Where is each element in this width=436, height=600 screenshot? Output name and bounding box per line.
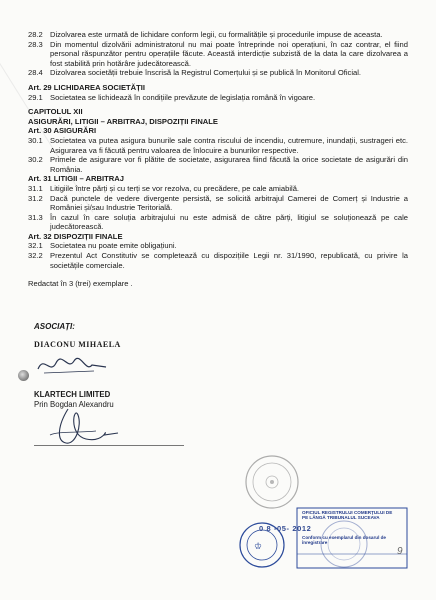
art32-items	[28, 241, 408, 270]
punch-hole	[18, 370, 29, 381]
clause-number: 31.3	[28, 212, 43, 222]
chapter-title: CAPITOLUL XII	[28, 107, 83, 117]
art29-title: Art. 29 LICHIDAREA SOCIETĂȚII	[28, 82, 146, 92]
associate-name-1: DIACONU MIHAELA	[34, 340, 121, 349]
clause-item	[28, 213, 408, 232]
chapter-subtitle: ASIGURĂRI, LITIGII – ARBITRAJ, DISPOZIȚII FINALE	[28, 116, 218, 126]
clause-number: 31.2	[28, 193, 43, 203]
document-body	[28, 30, 408, 289]
clause-number: 30.2	[28, 155, 43, 165]
associates-heading: ASOCIAȚI:	[34, 322, 75, 331]
art29-items	[28, 93, 408, 103]
stamp-date: 0 8 -05- 2012	[259, 524, 312, 533]
clause-text: În cazul în care soluția arbitrajului nu este admisă de către părți, litigiul se soluționează pe cale judecătorească.	[50, 212, 408, 232]
clause-number: 32.1	[28, 241, 43, 251]
art30-title: Art. 30 ASIGURĂRI	[28, 126, 97, 136]
art30-items	[28, 136, 408, 174]
art31-title: Art. 31 LITIGII – ARBITRAJ	[28, 174, 124, 184]
signature-2	[38, 405, 128, 450]
clause-item	[28, 194, 408, 213]
clause-number: 31.1	[28, 183, 43, 193]
clause-text: Dizolvarea societății trebuie înscrisă la Registrul Comerțului și se publică în Monitorul Oficial.	[50, 68, 362, 78]
clause-number: 28.2	[28, 30, 43, 39]
items-top	[28, 30, 408, 78]
clause-text: Societatea se lichidează în condițiile prevăzute de legislația română în vigoare.	[50, 92, 316, 102]
clause-text: Prezentul Act Constitutiv se completează cu dispozițiile Legii nr. 31/1990, republicată, cu privire la societățile comerciale.	[50, 251, 408, 270]
clause-text: Societatea nu poate emite obligațiuni.	[50, 241, 177, 251]
clause-item	[28, 251, 408, 270]
signature-1	[34, 349, 124, 379]
clause-item	[28, 184, 408, 194]
clause-item	[28, 155, 408, 174]
art31-items	[28, 184, 408, 232]
clause-item	[28, 241, 408, 251]
clause-item	[28, 30, 408, 40]
svg-text:♔: ♔	[254, 542, 263, 552]
clause-number: 32.2	[28, 251, 43, 261]
clause-number: 29.1	[28, 92, 43, 102]
clause-text: Litigiile între părți și cu terți se vor rezolva, cu precădere, pe cale amiabilă.	[50, 183, 300, 193]
clause-item	[28, 93, 408, 103]
clause-item	[28, 136, 408, 155]
closing-text: Redactat în 3 (trei) exemplare .	[28, 279, 133, 289]
art32-title: Art. 32 DISPOZIȚII FINALE	[28, 231, 123, 241]
stamp-office-text: OFICIUL REGISTRULUI COMERȚULUI DE PE LÂNGĂ TRIBUNALUL SUCEAVA Conform cu exemplarul din dosarul de înregistrare	[302, 510, 393, 545]
clause-item	[28, 40, 408, 69]
associate-representative: Prin Bogdan Alexandru	[34, 400, 114, 409]
clause-number: 28.3	[28, 39, 43, 49]
clause-text: Dizolvarea este urmată de lichidare conform legii, cu formalitățile și procedurile impuse de aceasta.	[50, 30, 383, 39]
clause-text: Societatea va putea asigura bunurile sale contra riscului de incendiu, cutremure, inundații, sustrageri etc. Asigurarea va fi făcută pentru valoarea de înlocuire a bunurilor respective.	[50, 135, 408, 155]
signature-line	[34, 445, 184, 446]
associate-company: KLARTECH LIMITED	[34, 390, 111, 399]
clause-number: 28.4	[28, 68, 43, 78]
clause-text: Dacă punctele de vedere divergente persistă, se solicită arbitrajul Camerei de Comerț și Industrie a României și/sau Industrie Teritorială.	[50, 193, 408, 213]
clause-text: Primele de asigurare vor fi plătite de societate, asigurarea fiind făcută la orice societate de asigurări din România.	[50, 155, 408, 174]
clause-text: Din momentul dizolvării administratorul nu mai poate întreprinde noi operațiuni, în caz contrar, el fiind personal răspunzător pentru operațiile făcute. Această interdicție subzistă de la data la care dizolvarea a fost stabilită prin hotărâre judecătorească.	[50, 39, 408, 68]
clause-item	[28, 68, 408, 78]
page-mark: 9	[397, 546, 403, 557]
clause-number: 30.1	[28, 135, 43, 145]
